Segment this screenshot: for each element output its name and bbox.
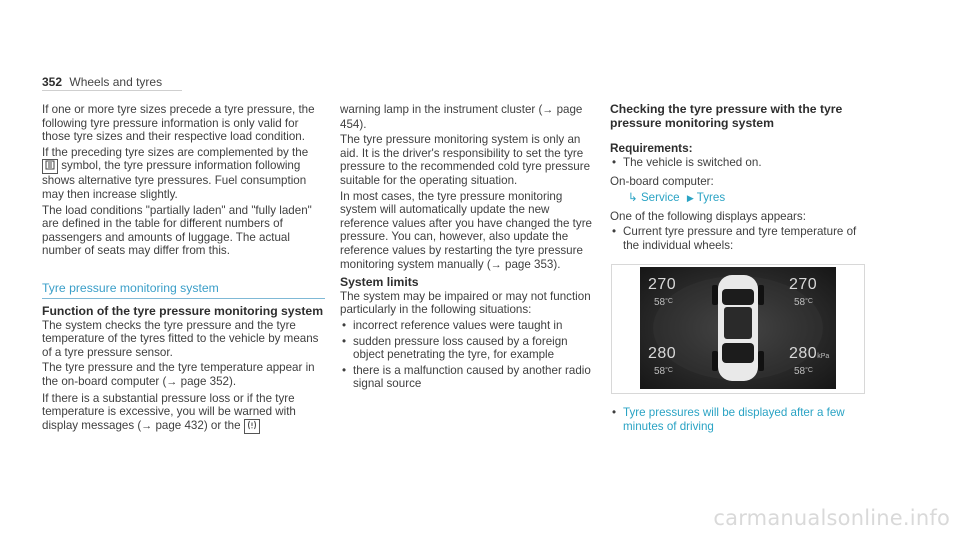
paragraph-text: warning lamp in the instrument cluster ( <box>340 103 543 116</box>
tyre-fr-pressure: 270 <box>789 276 818 293</box>
paragraph <box>340 103 596 131</box>
paragraph: The system may be impaired or may not function particularly in the following situations: <box>340 289 591 317</box>
page-link[interactable]: page 353). <box>505 257 561 271</box>
paragraph <box>42 361 325 389</box>
pressure-value: 280 <box>789 345 818 362</box>
page-header <box>42 75 162 89</box>
tyre-rl-pressure: 280 <box>648 345 677 362</box>
list-item: • The vehicle is switched on. <box>610 156 872 170</box>
sub-heading: Function of the tyre pressure monitoring system <box>42 303 324 318</box>
ref-arrow-icon: → <box>542 104 554 116</box>
temp-unit: °C <box>665 298 673 305</box>
tyre-display-frame <box>611 264 865 394</box>
tyre-fl-pressure: 270 <box>648 276 677 293</box>
paragraph: The system checks the tyre pressure and the tyre temperature of the tyres fitted to the vehicle by means of a tyre pressure sensor. <box>42 318 319 359</box>
paragraph-text: In most cases, the tyre pressure monitoring system will automatically update the new reference values after you have changed the tyre pressure. You can, however, also update the reference values by restarting the tyre pressure monitoring system manually ( <box>340 189 592 271</box>
tyre-fr-temp <box>794 297 813 308</box>
next-arrow-icon: ▶ <box>686 192 694 203</box>
paragraph <box>340 190 596 273</box>
paragraph <box>42 392 325 434</box>
paragraph-text: symbol, the tyre pressure information following shows alternative tyre pressures. Fuel consumption may then increase slightly. <box>42 159 307 201</box>
ref-arrow-icon: → <box>166 375 178 388</box>
menu-path <box>610 191 872 206</box>
paragraph: One of the following displays appears: <box>610 209 806 223</box>
tyre-rl-temp <box>654 366 673 377</box>
column-1 <box>42 103 325 434</box>
section-heading: Tyre pressure monitoring system <box>42 280 219 295</box>
page-number: 352 <box>42 75 63 89</box>
paragraph <box>42 146 325 202</box>
header-rule <box>42 90 182 91</box>
pressure-unit: kPa <box>817 353 830 360</box>
column-2 <box>340 103 596 391</box>
obc-label: On-board computer: <box>610 175 714 189</box>
tyre-warning-icon <box>244 419 260 434</box>
tyre-rr-temp <box>794 366 813 377</box>
paragraph: If one or more tyre sizes precede a tyre pressure, the following tyre pressure information is only valid for those tyre sizes and their respective load condition. <box>42 103 315 144</box>
spare-tyre-icon <box>42 159 58 174</box>
paragraph: The tyre pressure monitoring system is only an aid. It is the driver's responsibility to set the tyre pressure to the recommended cold tyre pressure suitable for the operating situation. <box>340 133 591 187</box>
temp-value: 58 <box>794 366 806 377</box>
temp-value: 58 <box>654 366 666 377</box>
temp-value: 58 <box>794 297 806 308</box>
paragraph-text: If the preceding tyre sizes are complemented by the <box>42 145 309 159</box>
paragraph: The load conditions "partially laden" and "fully laden" are defined in the table for different numbers of passengers and amounts of luggage. The actual number of seats may differ from this. <box>42 203 312 258</box>
list-item: • Tyre pressures will be displayed after a few minutes of driving <box>610 406 872 433</box>
menu-item-service[interactable]: Service <box>640 190 680 204</box>
page-link[interactable]: page 432) or the <box>155 418 241 432</box>
page-link[interactable]: page 454). <box>340 103 583 131</box>
list-item: • incorrect reference values were taught in <box>340 319 596 333</box>
list-item: • Current tyre pressure and tyre temperature of the individual wheels: <box>610 225 872 252</box>
tyre-display-screen <box>640 267 836 389</box>
paragraph-text: If there is a substantial pressure loss or if the tyre temperature is excessive, you will be warned with display messages ( <box>42 391 296 432</box>
page-link[interactable]: page 352). <box>180 374 237 388</box>
temp-unit: °C <box>805 298 813 305</box>
list-item: • there is a malfunction caused by another radio signal source <box>340 364 596 391</box>
column-3 <box>610 103 872 252</box>
watermark: carmanualsonline.info <box>713 506 950 530</box>
system-limits-heading: System limits <box>340 275 419 290</box>
temp-unit: °C <box>665 367 673 374</box>
paragraph-text: The tyre pressure and the tyre temperature appear in the on-board computer ( <box>42 361 315 388</box>
column-3-lower <box>610 406 872 433</box>
section-rule <box>42 298 325 299</box>
enter-arrow-icon: ↳ <box>628 190 638 204</box>
requirements-label: Requirements: <box>610 141 693 156</box>
menu-item-tyres[interactable]: Tyres <box>696 190 726 204</box>
ref-arrow-icon: → <box>141 419 153 432</box>
ref-arrow-icon: → <box>490 258 502 271</box>
temp-unit: °C <box>805 367 813 374</box>
temp-value: 58 <box>654 297 666 308</box>
tyre-rr-pressure <box>789 345 829 363</box>
tyre-fl-temp <box>654 297 673 308</box>
section-title: Wheels and tyres <box>69 75 163 89</box>
list-item: • sudden pressure loss caused by a foreign object penetrating the tyre, for example <box>340 335 596 362</box>
section-heading: Checking the tyre pressure with the tyre pressure monitoring system <box>610 102 843 130</box>
